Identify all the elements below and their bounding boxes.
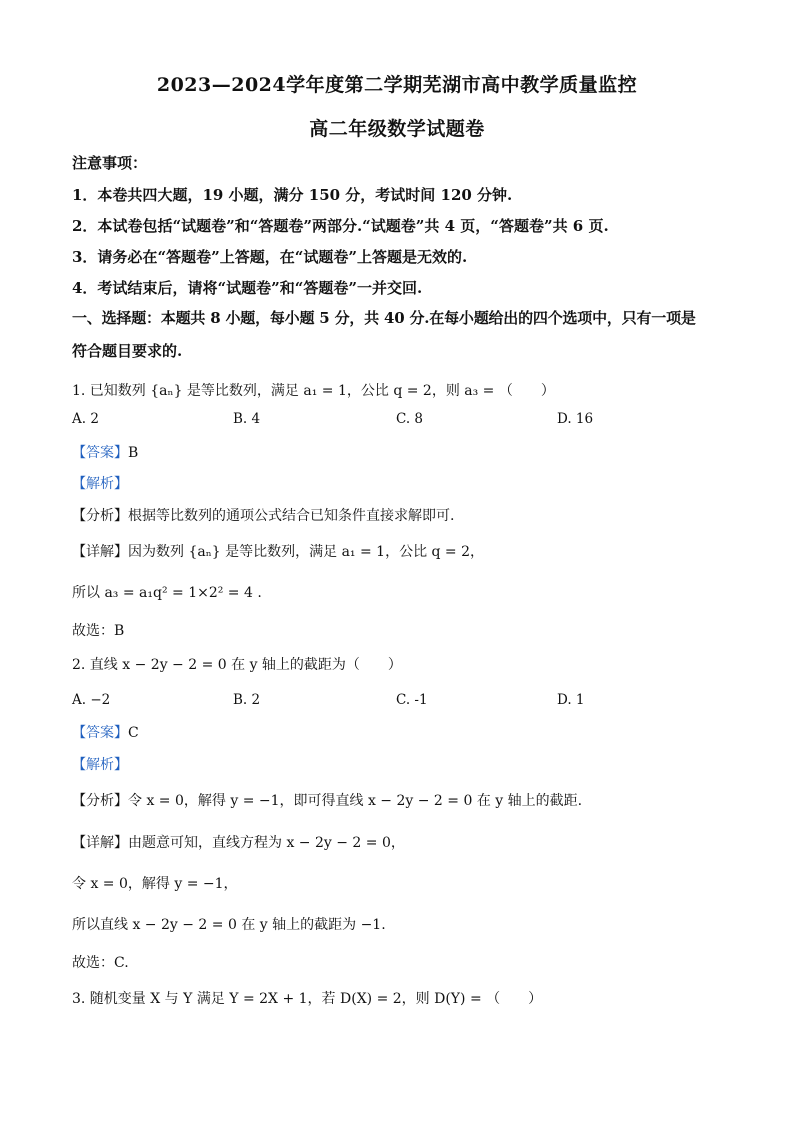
q1-step: 所以 a₃ = a₁q² = 1×2² = 4 . <box>72 585 262 601</box>
q1-answer <box>72 442 138 462</box>
q1-choose: 故选：B <box>72 623 125 639</box>
q2-answer <box>72 722 139 742</box>
question-1-stem: 1. 已知数列 {aₙ} 是等比数列，满足 a₁ = 1，公比 q = 2，则 a₃ = （ ） <box>72 383 555 399</box>
notice-heading: 注意事项： <box>72 154 148 172</box>
q1-fenxi: 【分析】根据等比数列的通项公式结合已知条件直接求解即可. <box>72 508 455 524</box>
q2-option-d: D. 1 <box>557 692 585 708</box>
notice-item-1: 1．本卷共四大题，19 小题，满分 150 分，考试时间 120 分钟. <box>72 186 513 204</box>
q2-xiangjie: 【详解】由题意可知，直线方程为 x − 2y − 2 = 0， <box>72 835 405 851</box>
exam-subtitle: 高二年级数学试题卷 <box>309 118 485 140</box>
q1-option-d: D. 16 <box>557 411 594 427</box>
exam-title: 2023—2024学年度第二学期芜湖市高中教学质量监控 <box>156 74 638 96</box>
q1-option-a: A. 2 <box>72 411 99 427</box>
answer-tag: 【答案】 <box>72 445 128 461</box>
question-2-stem: 2. 直线 x − 2y − 2 = 0 在 y 轴上的截距为（ ） <box>72 657 402 673</box>
notice-item-3: 3．请务必在“答题卷”上答题，在“试题卷”上答题是无效的. <box>72 248 468 266</box>
q2-analysis-tag: 【解析】 <box>72 757 128 773</box>
q1-option-b: B. 4 <box>233 411 261 427</box>
fenxi-tag: 【分析】 <box>72 793 128 809</box>
q1-analysis-tag: 【解析】 <box>72 476 128 492</box>
q1-xiangjie: 【详解】因为数列 {aₙ} 是等比数列，满足 a₁ = 1，公比 q = 2， <box>72 544 485 560</box>
q2-option-b: B. 2 <box>233 692 261 708</box>
section-heading: 一、选择题：本题共 8 小题，每小题 5 分，共 40 分.在每小题给出的四个选项中，只有一项是 <box>72 309 696 327</box>
q2-choose: 故选：C. <box>72 955 129 971</box>
q2-step-1: 令 x = 0，解得 y = −1， <box>72 876 238 892</box>
answer-tag: 【答案】 <box>72 725 128 741</box>
xiangjie-tag: 【详解】 <box>72 544 128 560</box>
notice-item-2: 2．本试卷包括“试题卷”和“答题卷”两部分.“试题卷”共 4 页，“答题卷”共 6 页. <box>72 217 609 235</box>
question-3-stem: 3. 随机变量 X 与 Y 满足 Y = 2X + 1，若 D(X) = 2，则 D(Y) = （ ） <box>72 991 543 1007</box>
q2-option-c: C. -1 <box>396 692 428 708</box>
q2-option-a: A. −2 <box>72 692 111 708</box>
section-heading-cont: 符合题目要求的. <box>72 342 183 360</box>
notice-item-4: 4．考试结束后，请将“试题卷”和“答题卷”一并交回. <box>72 279 423 297</box>
fenxi-tag: 【分析】 <box>72 508 128 524</box>
q2-step-2: 所以直线 x − 2y − 2 = 0 在 y 轴上的截距为 −1. <box>72 917 386 933</box>
answer-value: B <box>128 445 139 461</box>
answer-value: C <box>128 725 139 741</box>
q2-fenxi: 【分析】令 x = 0，解得 y = −1，即可得直线 x − 2y − 2 = 0 在 y 轴上的截距. <box>72 793 583 809</box>
xiangjie-tag: 【详解】 <box>72 835 128 851</box>
q1-option-c: C. 8 <box>396 411 424 427</box>
